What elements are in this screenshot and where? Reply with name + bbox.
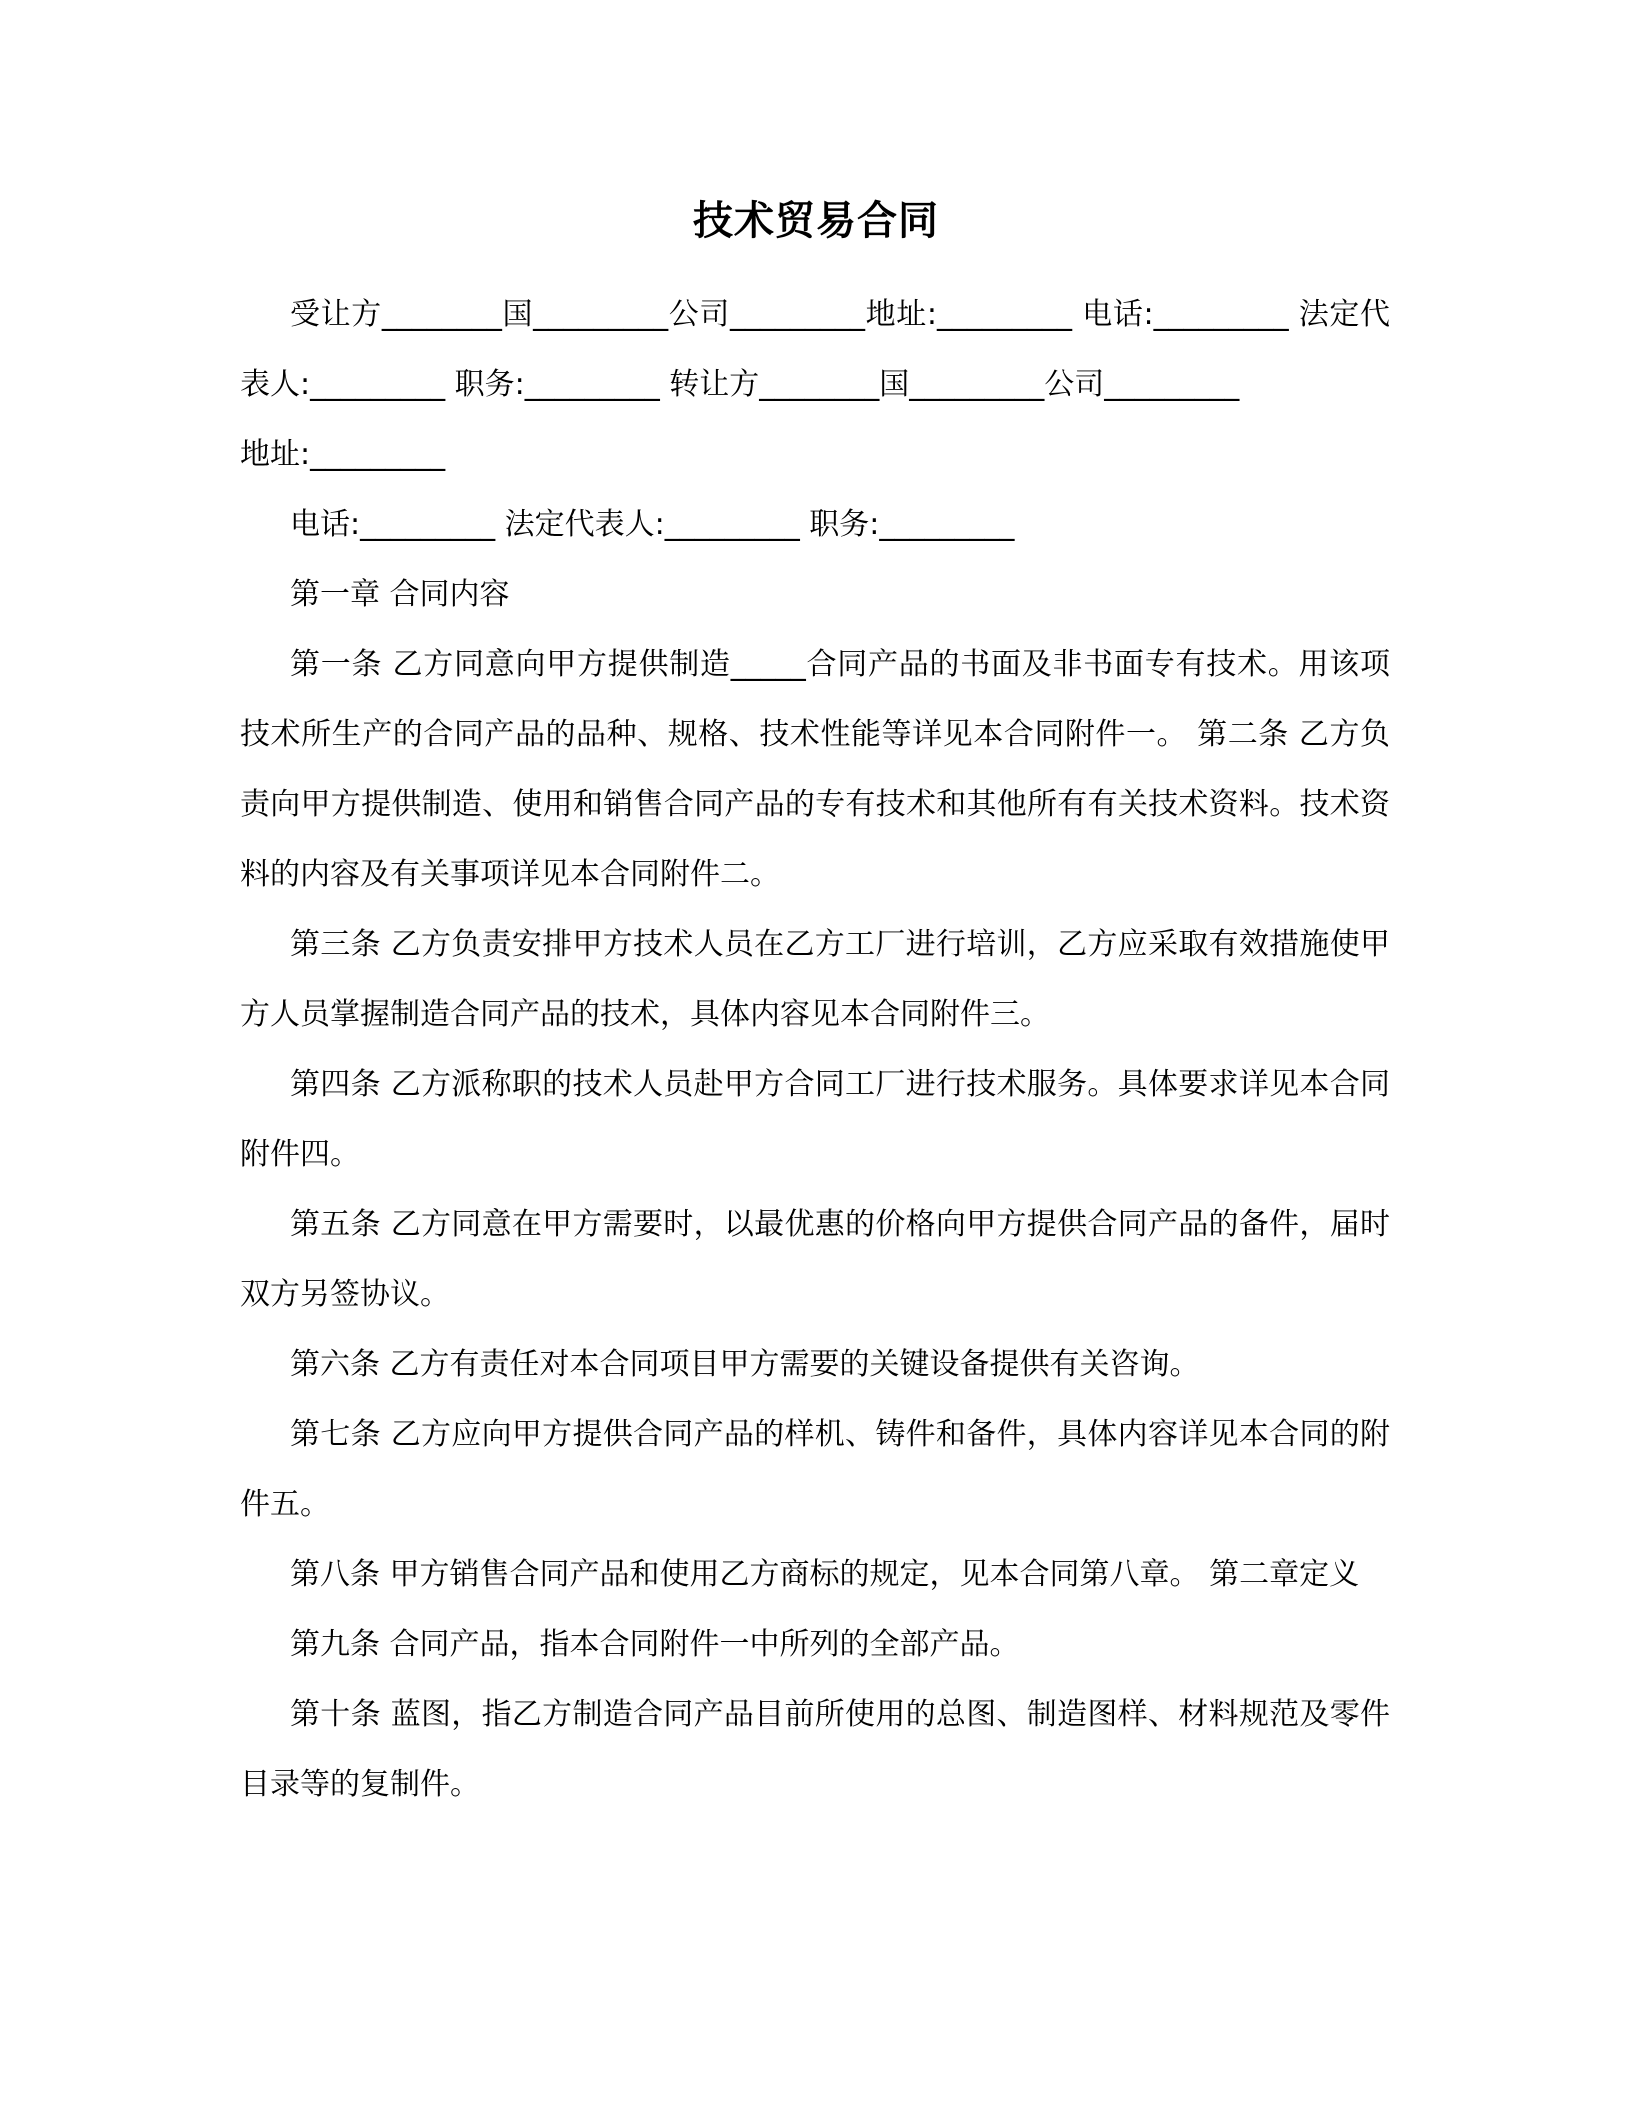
chapter-heading: 第一章 合同内容: [290, 577, 510, 612]
article-paragraph: 第六条 乙方有责任对本合同项目甲方需要的关键设备提供有关咨询。: [290, 1347, 1200, 1382]
article-paragraph: 第四条 乙方派称职的技术人员赴甲方合同工厂进行技术服务。具体要求详见本合同附件四。: [240, 1067, 1390, 1172]
article-paragraph: 第一条 乙方同意向甲方提供制造_____合同产品的书面及非书面专有技术。用该项技术所生产的合同产品的品种、规格、技术性能等详见本合同附件一。 第二条 乙方负责向甲方提供制造、使用和销售合同产品的专有技术和其他所有有关技术资料。技术资料的内容及有关事项详见本合同附件二。: [240, 647, 1390, 892]
party-info-paragraph: 受让方________国_________公司_________地址:_________ 电话:_________ 法定代表人:_________ 职务:_________ 转让方________国_________公司_________: [240, 297, 1390, 402]
article-paragraph: 第三条 乙方负责安排甲方技术人员在乙方工厂进行培训，乙方应采取有效措施使甲方人员掌握制造合同产品的技术，具体内容见本合同附件三。: [240, 927, 1390, 1032]
article-paragraph: 第五条 乙方同意在甲方需要时，以最优惠的价格向甲方提供合同产品的备件，届时双方另签协议。: [240, 1207, 1390, 1312]
article-paragraph: 第九条 合同产品，指本合同附件一中所列的全部产品。: [290, 1627, 1020, 1662]
document-body: [240, 280, 1390, 1820]
transferor-contact-line: 电话:_________ 法定代表人:_________ 职务:_________: [290, 507, 1015, 542]
document-title: 技术贸易合同: [693, 198, 939, 244]
article-paragraph: 第八条 甲方销售合同产品和使用乙方商标的规定，见本合同第八章。 第二章定义: [290, 1557, 1360, 1592]
article-paragraph: 第七条 乙方应向甲方提供合同产品的样机、铸件和备件，具体内容详见本合同的附件五。: [240, 1417, 1390, 1522]
transferor-address-line: 地址:_________: [240, 437, 446, 472]
article-paragraph: 第十条 蓝图，指乙方制造合同产品目前所使用的总图、制造图样、材料规范及零件目录等的复制件。: [240, 1697, 1390, 1802]
